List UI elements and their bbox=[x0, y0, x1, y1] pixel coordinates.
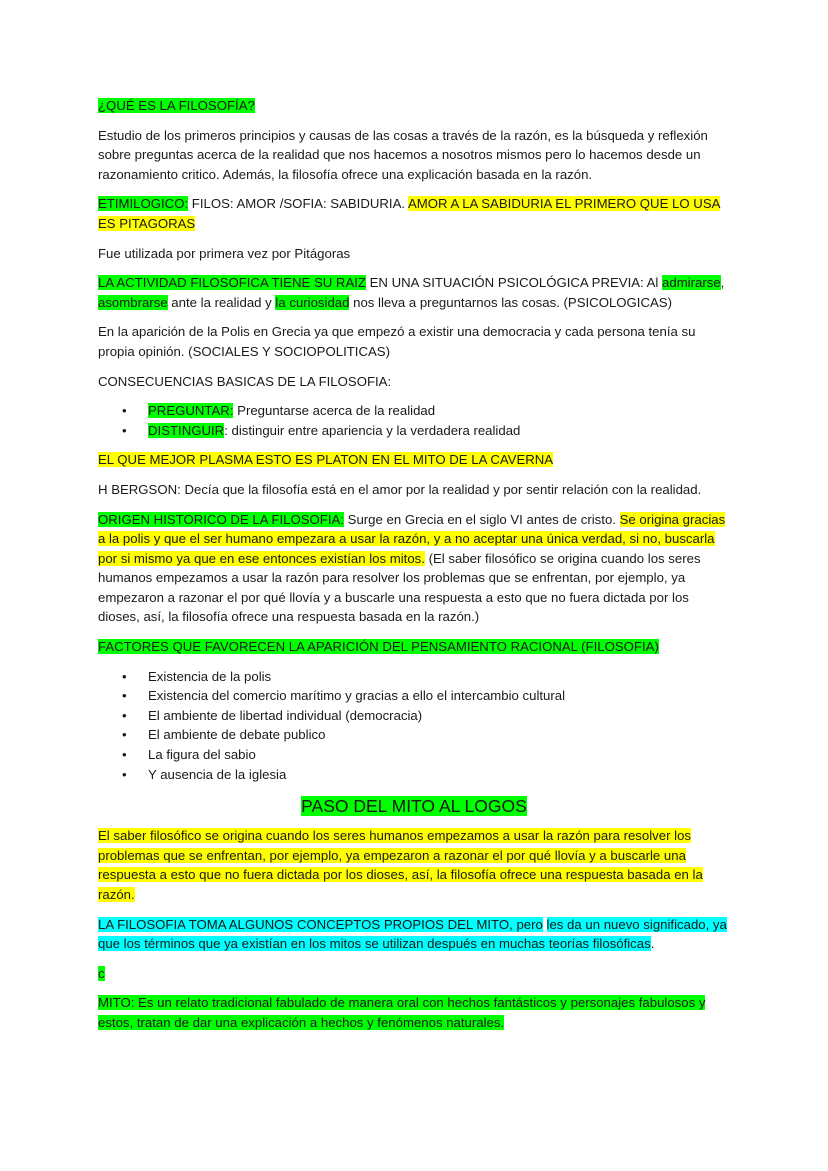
heading-highlight: PASO DEL MITO AL LOGOS bbox=[301, 796, 527, 817]
platon-highlight: EL QUE MEJOR PLASMA ESTO ES PLATON EN EL MITO DE LA CAVERNA bbox=[98, 452, 554, 468]
saber-highlight: El saber filosófico se origina cuando los seres humanos empezamos a usar la razón para resolver los problemas que se enfrentan, por ejemplo, ya empezaron a razonar el por qué llovía y a buscarle una respuesta a esto que no fuera dictada por los dioses, así, la filosofía ofrece una respuesta basada en la razón. bbox=[98, 828, 703, 902]
etimologico-text: FILOS: AMOR /SOFIA: SABIDURIA. bbox=[188, 196, 408, 212]
list-item bbox=[98, 401, 730, 421]
distinguir-text: : distinguir entre apariencia y la verdadera realidad bbox=[224, 422, 521, 438]
admirarse-highlight: admirarse bbox=[662, 275, 721, 291]
factores-title bbox=[98, 637, 730, 657]
origen-text-2: (El saber filosófico se origina cuando los seres humanos empezamos a usar la razón para resolver los problemas que se enfrentan, por ejemplo, ya empezaron a razonar el por qué llovía y a buscarle una respuesta a esto que no fuera dictada por los dioses, así, la filosofía ofrece una respuesta basada en la razón.) bbox=[98, 550, 701, 625]
paragraph-etimologico bbox=[98, 194, 730, 233]
origen-text: Surge en Grecia en el siglo VI antes de cristo. bbox=[343, 511, 616, 527]
paragraph-platon bbox=[98, 450, 730, 470]
origen-label: ORIGEN HISTORICO DE LA FILOSOFIA: bbox=[98, 511, 344, 527]
highlight-green: ¿QUÉ ES LA FILOSOFÍA? bbox=[98, 98, 255, 113]
list-item: • El ambiente de libertad individual (democracia) bbox=[98, 706, 730, 726]
paragraph-saber bbox=[98, 826, 730, 904]
mito-highlight: MITO: Es un relato tradicional fabulado de manera oral con hechos fantásticos y personajes fabulosos y estos, tratan de dar una explicación a hechos y fenómenos naturales. bbox=[98, 995, 706, 1030]
asombrarse-highlight: asombrarse bbox=[98, 294, 168, 310]
etimologico-highlight: AMOR A LA SABIDURIA EL PRIMERO QUE LO USA ES PITAGORAS bbox=[98, 196, 721, 231]
list-item: • Existencia de la polis bbox=[98, 667, 730, 687]
toma-space bbox=[543, 917, 547, 932]
toma-highlight-2: les da un nuevo significado, ya que los términos que ya existían en los mitos se utilizan después en muchas teorías filosóficas bbox=[98, 916, 727, 952]
list-item: • Y ausencia de la iglesia bbox=[98, 765, 730, 785]
c-highlight: c bbox=[98, 965, 105, 981]
consecuencias-list bbox=[98, 401, 730, 440]
distinguir-label: DISTINGUIR bbox=[148, 422, 225, 438]
actividad-text-2: ante la realidad y bbox=[167, 294, 276, 310]
etimologico-label: ETIMILOGICO: bbox=[98, 196, 189, 212]
paragraph-pitagoras: Fue utilizada por primera vez por Pitágoras bbox=[98, 245, 351, 261]
origen-highlight: Se origina gracias a la polis y que el ser humano empezara a usar la razón, y a no aceptar una única verdad, si no, buscarla por si mismo ya que en ese entonces existían los mitos. bbox=[98, 511, 726, 566]
paragraph-definicion: Estudio de los primeros principios y causas de las cosas a través de la razón, es la búsqueda y reflexión sobre preguntas acerca de la realidad que nos hacemos a nosotros mismos pero lo hacemos desde un razonamiento critico. Además, la filosofía ofrece una explicación basada en la razón. bbox=[98, 127, 708, 182]
paragraph-c bbox=[98, 964, 730, 984]
curiosidad-highlight: la curiosidad bbox=[275, 294, 350, 310]
actividad-text: EN UNA SITUACIÓN PSICOLÓGICA PREVIA: Al bbox=[365, 275, 663, 291]
factores-highlight: FACTORES QUE FAVORECEN LA APARICIÓN DEL PENSAMIENTO RACIONAL (FILOSOFIA) bbox=[98, 639, 659, 655]
actividad-highlight: LA ACTIVIDAD FILOSOFICA TIENE SU RAIZ bbox=[98, 275, 366, 291]
preguntar-label: PREGUNTAR: bbox=[148, 403, 234, 419]
preguntar-text: Preguntarse acerca de la realidad bbox=[233, 403, 436, 419]
list-item bbox=[98, 421, 730, 441]
actividad-text-3: nos lleva a preguntarnos las cosas. (PSICOLOGICAS) bbox=[349, 294, 672, 310]
consecuencias-title: CONSECUENCIAS BASICAS DE LA FILOSOFIA: bbox=[98, 373, 392, 389]
paragraph-toma bbox=[98, 915, 730, 954]
factores-list bbox=[98, 667, 730, 785]
paragraph-mito bbox=[98, 993, 730, 1032]
list-item: • El ambiente de debate publico bbox=[98, 725, 730, 745]
paragraph-bergson: H BERGSON: Decía que la filosofía está en el amor por la realidad y por sentir relación con la realidad. bbox=[98, 481, 702, 497]
paragraph-origen bbox=[98, 510, 730, 628]
heading-paso-mito-logos bbox=[98, 794, 730, 818]
toma-highlight: LA FILOSOFIA TOMA ALGUNOS CONCEPTOS PROPIOS DEL MITO, pero bbox=[98, 916, 543, 932]
toma-period: . bbox=[650, 936, 655, 952]
document-page bbox=[98, 96, 730, 1043]
heading-que-es-filosofia bbox=[98, 96, 730, 116]
paragraph-actividad bbox=[98, 273, 730, 312]
list-item: • Existencia del comercio marítimo y gracias a ello el intercambio cultural bbox=[98, 686, 730, 706]
list-item: • La figura del sabio bbox=[98, 745, 730, 765]
actividad-comma: , bbox=[720, 275, 725, 291]
paragraph-polis: En la aparición de la Polis en Grecia ya que empezó a existir una democracia y cada persona tenía su propia opinión. (SOCIALES Y SOCIOPOLITICAS) bbox=[98, 324, 696, 359]
